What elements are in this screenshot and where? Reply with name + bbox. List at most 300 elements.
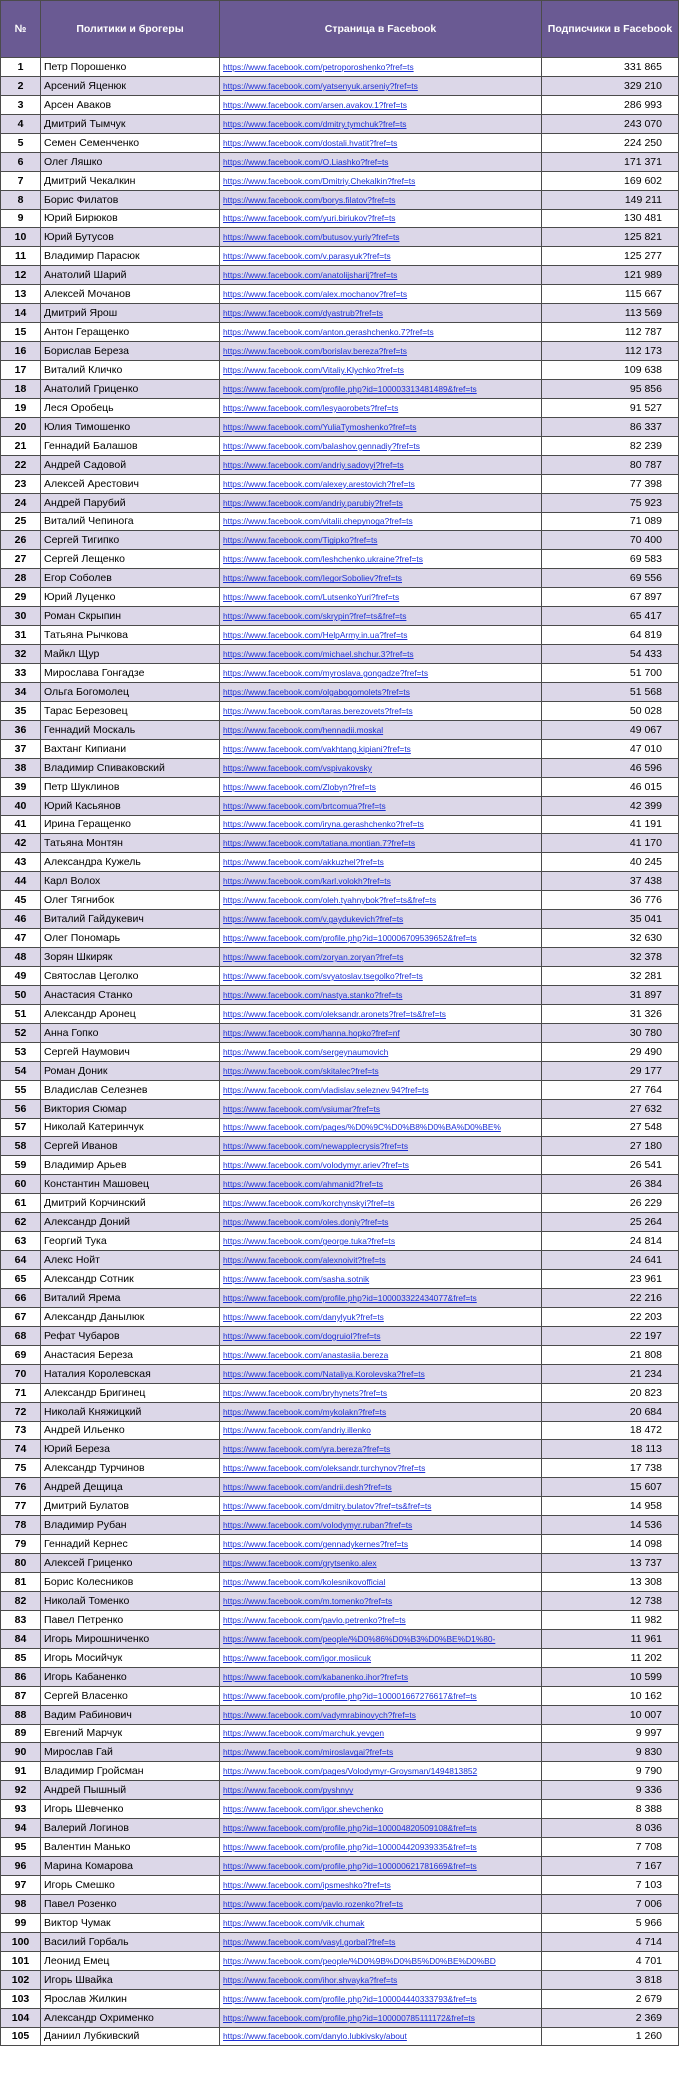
- row-number-cell[interactable]: 8: [1, 190, 41, 209]
- politician-name-cell[interactable]: Игорь Кабаненко: [41, 1667, 220, 1686]
- subscribers-cell[interactable]: 329 210: [542, 76, 679, 95]
- politician-name-cell[interactable]: Игорь Мирошниченко: [41, 1629, 220, 1648]
- facebook-page-cell[interactable]: [220, 720, 542, 739]
- row-number-cell[interactable]: 12: [1, 266, 41, 285]
- row-number-cell[interactable]: 67: [1, 1307, 41, 1326]
- politician-name-cell[interactable]: Виталий Гайдукевич: [41, 910, 220, 929]
- facebook-page-link[interactable]: https://www.facebook.com/oleh.tyahnybok?fref=ts&fref=ts: [223, 895, 437, 906]
- facebook-page-cell[interactable]: [220, 872, 542, 891]
- subscribers-cell[interactable]: 13 737: [542, 1554, 679, 1573]
- facebook-page-link[interactable]: https://www.facebook.com/vik.chumak: [223, 1917, 365, 1928]
- facebook-page-cell[interactable]: [220, 474, 542, 493]
- politician-name-cell[interactable]: Сергей Иванов: [41, 1137, 220, 1156]
- subscribers-cell[interactable]: 125 821: [542, 228, 679, 247]
- facebook-page-cell[interactable]: [220, 1402, 542, 1421]
- row-number-cell[interactable]: 73: [1, 1421, 41, 1440]
- politician-name-cell[interactable]: Борис Колесников: [41, 1573, 220, 1592]
- politician-name-cell[interactable]: Анастасия Береза: [41, 1345, 220, 1364]
- politician-name-cell[interactable]: Борис Филатов: [41, 190, 220, 209]
- facebook-page-link[interactable]: https://www.facebook.com/vasyl.gorbal?fref=ts: [223, 1936, 396, 1947]
- facebook-page-link[interactable]: https://www.facebook.com/vadymrabinovych?fref=ts: [223, 1709, 416, 1720]
- row-number-cell[interactable]: 92: [1, 1781, 41, 1800]
- facebook-page-cell[interactable]: [220, 323, 542, 342]
- subscribers-cell[interactable]: 15 607: [542, 1478, 679, 1497]
- facebook-page-cell[interactable]: [220, 777, 542, 796]
- politician-name-cell[interactable]: Андрей Ильенко: [41, 1421, 220, 1440]
- subscribers-cell[interactable]: 14 536: [542, 1516, 679, 1535]
- politician-name-cell[interactable]: Роман Скрыпин: [41, 607, 220, 626]
- subscribers-cell[interactable]: 26 384: [542, 1175, 679, 1194]
- politician-name-cell[interactable]: Игорь Швайка: [41, 1970, 220, 1989]
- politician-name-cell[interactable]: Алексей Арестович: [41, 474, 220, 493]
- politician-name-cell[interactable]: Олег Ляшко: [41, 152, 220, 171]
- row-number-cell[interactable]: 82: [1, 1591, 41, 1610]
- politician-name-cell[interactable]: Борислав Береза: [41, 342, 220, 361]
- facebook-page-cell[interactable]: [220, 1061, 542, 1080]
- row-number-cell[interactable]: 32: [1, 645, 41, 664]
- facebook-page-link[interactable]: https://www.facebook.com/Dmitriy.Chekalkin?fref=ts: [223, 175, 416, 186]
- facebook-page-cell[interactable]: [220, 304, 542, 323]
- subscribers-cell[interactable]: 115 667: [542, 285, 679, 304]
- facebook-page-link[interactable]: https://www.facebook.com/dyastrub?fref=ts: [223, 308, 383, 319]
- facebook-page-link[interactable]: https://www.facebook.com/karl.volokh?fref=ts: [223, 876, 391, 887]
- subscribers-cell[interactable]: 9 830: [542, 1743, 679, 1762]
- politician-name-cell[interactable]: Александр Аронец: [41, 1004, 220, 1023]
- subscribers-cell[interactable]: 29 490: [542, 1042, 679, 1061]
- row-number-cell[interactable]: 89: [1, 1724, 41, 1743]
- politician-name-cell[interactable]: Геннадий Москаль: [41, 720, 220, 739]
- row-number-cell[interactable]: 22: [1, 455, 41, 474]
- politician-name-cell[interactable]: Алексей Мочанов: [41, 285, 220, 304]
- facebook-page-cell[interactable]: [220, 1194, 542, 1213]
- subscribers-cell[interactable]: 11 961: [542, 1629, 679, 1648]
- subscribers-cell[interactable]: 9 336: [542, 1781, 679, 1800]
- facebook-page-cell[interactable]: [220, 1213, 542, 1232]
- facebook-page-link[interactable]: https://www.facebook.com/profile.php?id=100001667276617&fref=ts: [223, 1690, 477, 1701]
- facebook-page-link[interactable]: https://www.facebook.com/vakhtang.kipiani?fref=ts: [223, 743, 411, 754]
- facebook-page-cell[interactable]: [220, 512, 542, 531]
- row-number-cell[interactable]: 3: [1, 95, 41, 114]
- facebook-page-link[interactable]: https://www.facebook.com/Tigipko?fref=ts: [223, 535, 378, 546]
- subscribers-cell[interactable]: 286 993: [542, 95, 679, 114]
- subscribers-cell[interactable]: 24 814: [542, 1232, 679, 1251]
- facebook-page-cell[interactable]: [220, 1137, 542, 1156]
- subscribers-cell[interactable]: 14 098: [542, 1535, 679, 1554]
- facebook-page-link[interactable]: https://www.facebook.com/profile.php?id=100004820509108&fref=ts: [223, 1823, 477, 1834]
- politician-name-cell[interactable]: Валентин Манько: [41, 1838, 220, 1857]
- row-number-cell[interactable]: 59: [1, 1156, 41, 1175]
- politician-name-cell[interactable]: Олег Тягнибок: [41, 891, 220, 910]
- row-number-cell[interactable]: 77: [1, 1497, 41, 1516]
- facebook-page-cell[interactable]: [220, 209, 542, 228]
- politician-name-cell[interactable]: Геннадий Балашов: [41, 436, 220, 455]
- row-number-cell[interactable]: 104: [1, 2008, 41, 2027]
- facebook-page-cell[interactable]: [220, 379, 542, 398]
- politician-name-cell[interactable]: Виктор Чумак: [41, 1913, 220, 1932]
- facebook-page-cell[interactable]: [220, 1932, 542, 1951]
- subscribers-cell[interactable]: 11 982: [542, 1610, 679, 1629]
- politician-name-cell[interactable]: Владимир Гройсман: [41, 1762, 220, 1781]
- politician-name-cell[interactable]: Павел Розенко: [41, 1894, 220, 1913]
- subscribers-cell[interactable]: 37 438: [542, 872, 679, 891]
- subscribers-cell[interactable]: 24 641: [542, 1251, 679, 1270]
- facebook-page-link[interactable]: https://www.facebook.com/profile.php?id=100003322434077&fref=ts: [223, 1292, 477, 1303]
- subscribers-cell[interactable]: 18 113: [542, 1440, 679, 1459]
- politician-name-cell[interactable]: Юрий Касьянов: [41, 796, 220, 815]
- row-number-cell[interactable]: 60: [1, 1175, 41, 1194]
- facebook-page-link[interactable]: https://www.facebook.com/brtcomua?fref=ts: [223, 800, 386, 811]
- politician-name-cell[interactable]: Петр Порошенко: [41, 58, 220, 77]
- facebook-page-link[interactable]: https://www.facebook.com/balashov.gennadiy?fref=ts: [223, 440, 420, 451]
- politician-name-cell[interactable]: Вадим Рабинович: [41, 1705, 220, 1724]
- row-number-cell[interactable]: 43: [1, 853, 41, 872]
- subscribers-cell[interactable]: 50 028: [542, 701, 679, 720]
- subscribers-cell[interactable]: 27 632: [542, 1099, 679, 1118]
- facebook-page-cell[interactable]: [220, 1516, 542, 1535]
- facebook-page-cell[interactable]: [220, 95, 542, 114]
- row-number-cell[interactable]: 49: [1, 967, 41, 986]
- politician-name-cell[interactable]: Николай Катеринчук: [41, 1118, 220, 1137]
- row-number-cell[interactable]: 99: [1, 1913, 41, 1932]
- subscribers-cell[interactable]: 41 170: [542, 834, 679, 853]
- facebook-page-link[interactable]: https://www.facebook.com/Vitaliy.Klychko?fref=ts: [223, 364, 404, 375]
- subscribers-cell[interactable]: 91 527: [542, 398, 679, 417]
- subscribers-cell[interactable]: 77 398: [542, 474, 679, 493]
- row-number-cell[interactable]: 2: [1, 76, 41, 95]
- subscribers-cell[interactable]: 80 787: [542, 455, 679, 474]
- facebook-page-cell[interactable]: [220, 1307, 542, 1326]
- facebook-page-cell[interactable]: [220, 1762, 542, 1781]
- facebook-page-link[interactable]: https://www.facebook.com/Zlobyn?fref=ts: [223, 781, 376, 792]
- subscribers-cell[interactable]: 32 281: [542, 967, 679, 986]
- subscribers-cell[interactable]: 7 103: [542, 1876, 679, 1895]
- row-number-cell[interactable]: 101: [1, 1951, 41, 1970]
- subscribers-cell[interactable]: 21 808: [542, 1345, 679, 1364]
- subscribers-cell[interactable]: 27 548: [542, 1118, 679, 1137]
- facebook-page-link[interactable]: https://www.facebook.com/mykolakn?fref=ts: [223, 1406, 387, 1417]
- subscribers-cell[interactable]: 47 010: [542, 739, 679, 758]
- politician-name-cell[interactable]: Сергей Власенко: [41, 1686, 220, 1705]
- subscribers-cell[interactable]: 113 569: [542, 304, 679, 323]
- facebook-page-link[interactable]: https://www.facebook.com/leshchenko.ukraine?fref=ts: [223, 554, 423, 565]
- politician-name-cell[interactable]: Наталия Королевская: [41, 1364, 220, 1383]
- row-number-cell[interactable]: 24: [1, 493, 41, 512]
- facebook-page-link[interactable]: https://www.facebook.com/igor.shevchenko: [223, 1804, 384, 1815]
- row-number-cell[interactable]: 81: [1, 1573, 41, 1592]
- facebook-page-link[interactable]: https://www.facebook.com/pavlo.rozenko?fref=ts: [223, 1898, 403, 1909]
- politician-name-cell[interactable]: Святослав Цеголко: [41, 967, 220, 986]
- facebook-page-link[interactable]: https://www.facebook.com/v.gaydukevich?fref=ts: [223, 914, 404, 925]
- politician-name-cell[interactable]: Владимир Арьев: [41, 1156, 220, 1175]
- facebook-page-link[interactable]: https://www.facebook.com/skrypin?fref=ts&fref=ts: [223, 611, 407, 622]
- politician-name-cell[interactable]: Константин Машовец: [41, 1175, 220, 1194]
- facebook-page-link[interactable]: https://www.facebook.com/IegorSoboliev?fref=ts: [223, 573, 402, 584]
- facebook-page-cell[interactable]: [220, 2008, 542, 2027]
- subscribers-cell[interactable]: 29 177: [542, 1061, 679, 1080]
- facebook-page-link[interactable]: https://www.facebook.com/dogruiol?fref=ts: [223, 1330, 381, 1341]
- subscribers-cell[interactable]: 69 556: [542, 569, 679, 588]
- facebook-page-cell[interactable]: [220, 1383, 542, 1402]
- politician-name-cell[interactable]: Юрий Бирюков: [41, 209, 220, 228]
- politician-name-cell[interactable]: Ирина Геращенко: [41, 815, 220, 834]
- facebook-page-cell[interactable]: [220, 588, 542, 607]
- facebook-page-cell[interactable]: [220, 2027, 542, 2046]
- row-number-cell[interactable]: 64: [1, 1251, 41, 1270]
- politician-name-cell[interactable]: Дмитрий Булатов: [41, 1497, 220, 1516]
- facebook-page-link[interactable]: https://www.facebook.com/oles.doniy?fref=ts: [223, 1217, 389, 1228]
- subscribers-cell[interactable]: 112 173: [542, 342, 679, 361]
- row-number-cell[interactable]: 76: [1, 1478, 41, 1497]
- row-number-cell[interactable]: 83: [1, 1610, 41, 1629]
- row-number-cell[interactable]: 52: [1, 1023, 41, 1042]
- facebook-page-cell[interactable]: [220, 1913, 542, 1932]
- politician-name-cell[interactable]: Владимир Рубан: [41, 1516, 220, 1535]
- row-number-cell[interactable]: 86: [1, 1667, 41, 1686]
- facebook-page-cell[interactable]: [220, 948, 542, 967]
- row-number-cell[interactable]: 6: [1, 152, 41, 171]
- row-number-cell[interactable]: 39: [1, 777, 41, 796]
- facebook-page-link[interactable]: https://www.facebook.com/akkuzhel?fref=ts: [223, 857, 384, 868]
- row-number-cell[interactable]: 54: [1, 1061, 41, 1080]
- facebook-page-cell[interactable]: [220, 967, 542, 986]
- facebook-page-cell[interactable]: [220, 1099, 542, 1118]
- politician-name-cell[interactable]: Игорь Смешко: [41, 1876, 220, 1895]
- facebook-page-cell[interactable]: [220, 1440, 542, 1459]
- row-number-cell[interactable]: 80: [1, 1554, 41, 1573]
- facebook-page-link[interactable]: https://www.facebook.com/profile.php?id=100006709539652&fref=ts: [223, 933, 477, 944]
- politician-name-cell[interactable]: Антон Геращенко: [41, 323, 220, 342]
- facebook-page-cell[interactable]: [220, 1819, 542, 1838]
- politician-name-cell[interactable]: Владимир Парасюк: [41, 247, 220, 266]
- politician-name-cell[interactable]: Алекс Нойт: [41, 1251, 220, 1270]
- facebook-page-link[interactable]: https://www.facebook.com/yra.bereza?fref=ts: [223, 1444, 391, 1455]
- facebook-page-cell[interactable]: [220, 1326, 542, 1345]
- facebook-page-cell[interactable]: [220, 1364, 542, 1383]
- facebook-page-link[interactable]: https://www.facebook.com/sergeynaumovich: [223, 1046, 389, 1057]
- facebook-page-link[interactable]: https://www.facebook.com/andriy.parubiy?fref=ts: [223, 497, 403, 508]
- politician-name-cell[interactable]: Дмитрий Ярош: [41, 304, 220, 323]
- politician-name-cell[interactable]: Алексей Гриценко: [41, 1554, 220, 1573]
- facebook-page-cell[interactable]: [220, 815, 542, 834]
- subscribers-cell[interactable]: 12 738: [542, 1591, 679, 1610]
- facebook-page-link[interactable]: https://www.facebook.com/tatiana.montian.7?fref=ts: [223, 838, 416, 849]
- facebook-page-link[interactable]: https://www.facebook.com/igor.mosiicuk: [223, 1652, 372, 1663]
- facebook-page-cell[interactable]: [220, 929, 542, 948]
- row-number-cell[interactable]: 10: [1, 228, 41, 247]
- subscribers-cell[interactable]: 121 989: [542, 266, 679, 285]
- facebook-page-cell[interactable]: [220, 1042, 542, 1061]
- subscribers-cell[interactable]: 64 819: [542, 626, 679, 645]
- subscribers-cell[interactable]: 41 191: [542, 815, 679, 834]
- facebook-page-link[interactable]: https://www.facebook.com/svyatoslav.tsegolko?fref=ts: [223, 970, 423, 981]
- facebook-page-link[interactable]: https://www.facebook.com/danylyuk?fref=ts: [223, 1311, 384, 1322]
- politician-name-cell[interactable]: Дмитрий Корчинский: [41, 1194, 220, 1213]
- row-number-cell[interactable]: 105: [1, 2027, 41, 2046]
- row-number-cell[interactable]: 1: [1, 58, 41, 77]
- facebook-page-link[interactable]: https://www.facebook.com/dmitry.tymchuk?fref=ts: [223, 118, 407, 129]
- facebook-page-cell[interactable]: [220, 398, 542, 417]
- politician-name-cell[interactable]: Ольга Богомолец: [41, 682, 220, 701]
- row-number-cell[interactable]: 35: [1, 701, 41, 720]
- facebook-page-cell[interactable]: [220, 1497, 542, 1516]
- facebook-page-cell[interactable]: [220, 1743, 542, 1762]
- facebook-page-link[interactable]: https://www.facebook.com/nastya.stanko?fref=ts: [223, 989, 403, 1000]
- row-number-cell[interactable]: 13: [1, 285, 41, 304]
- subscribers-cell[interactable]: 9 997: [542, 1724, 679, 1743]
- subscribers-cell[interactable]: 20 823: [542, 1383, 679, 1402]
- facebook-page-cell[interactable]: [220, 891, 542, 910]
- subscribers-cell[interactable]: 40 245: [542, 853, 679, 872]
- politician-name-cell[interactable]: Павел Петренко: [41, 1610, 220, 1629]
- subscribers-cell[interactable]: 11 202: [542, 1648, 679, 1667]
- facebook-page-link[interactable]: https://www.facebook.com/ihor.shvayka?fref=ts: [223, 1974, 398, 1985]
- subscribers-cell[interactable]: 36 776: [542, 891, 679, 910]
- row-number-cell[interactable]: 58: [1, 1137, 41, 1156]
- facebook-page-link[interactable]: https://www.facebook.com/grytsenko.alex: [223, 1558, 377, 1569]
- row-number-cell[interactable]: 65: [1, 1270, 41, 1289]
- facebook-page-cell[interactable]: [220, 436, 542, 455]
- row-number-cell[interactable]: 33: [1, 664, 41, 683]
- subscribers-cell[interactable]: 27 180: [542, 1137, 679, 1156]
- politician-name-cell[interactable]: Юлия Тимошенко: [41, 417, 220, 436]
- politician-name-cell[interactable]: Александра Кужель: [41, 853, 220, 872]
- politician-name-cell[interactable]: Евгений Марчук: [41, 1724, 220, 1743]
- row-number-cell[interactable]: 19: [1, 398, 41, 417]
- row-number-cell[interactable]: 102: [1, 1970, 41, 1989]
- politician-name-cell[interactable]: Мирослава Гонгадзе: [41, 664, 220, 683]
- facebook-page-link[interactable]: https://www.facebook.com/volodymyr.ariev?fref=ts: [223, 1160, 409, 1171]
- subscribers-cell[interactable]: 4 714: [542, 1932, 679, 1951]
- row-number-cell[interactable]: 100: [1, 1932, 41, 1951]
- facebook-page-link[interactable]: https://www.facebook.com/butusov.yuriy?fref=ts: [223, 232, 400, 243]
- facebook-page-link[interactable]: https://www.facebook.com/petroporoshenko?fref=ts: [223, 61, 414, 72]
- politician-name-cell[interactable]: Леонид Емец: [41, 1951, 220, 1970]
- row-number-cell[interactable]: 29: [1, 588, 41, 607]
- subscribers-cell[interactable]: 69 583: [542, 550, 679, 569]
- subscribers-cell[interactable]: 10 162: [542, 1686, 679, 1705]
- politician-name-cell[interactable]: Арсений Яценюк: [41, 76, 220, 95]
- facebook-page-cell[interactable]: [220, 171, 542, 190]
- facebook-page-link[interactable]: https://www.facebook.com/alexnoivit?fref=ts: [223, 1255, 386, 1266]
- facebook-page-cell[interactable]: [220, 1591, 542, 1610]
- subscribers-cell[interactable]: 7 167: [542, 1857, 679, 1876]
- facebook-page-cell[interactable]: [220, 701, 542, 720]
- facebook-page-link[interactable]: https://www.facebook.com/yatsenyuk.arseniy?fref=ts: [223, 80, 418, 91]
- subscribers-cell[interactable]: 8 388: [542, 1800, 679, 1819]
- facebook-page-cell[interactable]: [220, 1951, 542, 1970]
- facebook-page-link[interactable]: https://www.facebook.com/korchynskyi?fref=ts: [223, 1198, 395, 1209]
- row-number-cell[interactable]: 95: [1, 1838, 41, 1857]
- row-number-cell[interactable]: 9: [1, 209, 41, 228]
- politician-name-cell[interactable]: Олег Пономарь: [41, 929, 220, 948]
- subscribers-cell[interactable]: 32 630: [542, 929, 679, 948]
- facebook-page-cell[interactable]: [220, 1080, 542, 1099]
- facebook-page-link[interactable]: https://www.facebook.com/O.Liashko?fref=ts: [223, 156, 389, 167]
- facebook-page-link[interactable]: https://www.facebook.com/george.tuka?fref=ts: [223, 1236, 396, 1247]
- row-number-cell[interactable]: 11: [1, 247, 41, 266]
- facebook-page-cell[interactable]: [220, 1175, 542, 1194]
- facebook-page-cell[interactable]: [220, 361, 542, 380]
- facebook-page-cell[interactable]: [220, 152, 542, 171]
- row-number-cell[interactable]: 61: [1, 1194, 41, 1213]
- facebook-page-link[interactable]: https://www.facebook.com/olgabogomolets?fref=ts: [223, 686, 410, 697]
- facebook-page-link[interactable]: https://www.facebook.com/ipsmeshko?fref=ts: [223, 1879, 391, 1890]
- row-number-cell[interactable]: 94: [1, 1819, 41, 1838]
- row-number-cell[interactable]: 20: [1, 417, 41, 436]
- subscribers-cell[interactable]: 51 700: [542, 664, 679, 683]
- facebook-page-cell[interactable]: [220, 493, 542, 512]
- row-number-cell[interactable]: 68: [1, 1326, 41, 1345]
- facebook-page-cell[interactable]: [220, 1459, 542, 1478]
- politician-name-cell[interactable]: Егор Соболев: [41, 569, 220, 588]
- politician-name-cell[interactable]: Анастасия Станко: [41, 985, 220, 1004]
- politician-name-cell[interactable]: Николай Томенко: [41, 1591, 220, 1610]
- row-number-cell[interactable]: 34: [1, 682, 41, 701]
- politician-name-cell[interactable]: Зорян Шкиряк: [41, 948, 220, 967]
- subscribers-cell[interactable]: 42 399: [542, 796, 679, 815]
- facebook-page-cell[interactable]: [220, 247, 542, 266]
- subscribers-cell[interactable]: 109 638: [542, 361, 679, 380]
- facebook-page-link[interactable]: https://www.facebook.com/profile.php?id=100003313481489&fref=ts: [223, 383, 477, 394]
- politician-name-cell[interactable]: Александр Данылюк: [41, 1307, 220, 1326]
- facebook-page-cell[interactable]: [220, 1686, 542, 1705]
- facebook-page-cell[interactable]: [220, 1857, 542, 1876]
- subscribers-cell[interactable]: 1 260: [542, 2027, 679, 2046]
- facebook-page-cell[interactable]: [220, 739, 542, 758]
- row-number-cell[interactable]: 57: [1, 1118, 41, 1137]
- row-number-cell[interactable]: 85: [1, 1648, 41, 1667]
- facebook-page-cell[interactable]: [220, 1156, 542, 1175]
- facebook-page-link[interactable]: https://www.facebook.com/vitalii.chepynoga?fref=ts: [223, 516, 413, 527]
- facebook-page-link[interactable]: https://www.facebook.com/oleksandr.turchynov?fref=ts: [223, 1463, 426, 1474]
- column-header-subscribers[interactable]: Подписчики в Facebook: [542, 1, 679, 58]
- subscribers-cell[interactable]: 21 234: [542, 1364, 679, 1383]
- row-number-cell[interactable]: 79: [1, 1535, 41, 1554]
- politician-name-cell[interactable]: Виталий Кличко: [41, 361, 220, 380]
- row-number-cell[interactable]: 96: [1, 1857, 41, 1876]
- politician-name-cell[interactable]: Александр Доний: [41, 1213, 220, 1232]
- facebook-page-cell[interactable]: [220, 569, 542, 588]
- subscribers-cell[interactable]: 46 596: [542, 758, 679, 777]
- facebook-page-link[interactable]: https://www.facebook.com/arsen.avakov.1?fref=ts: [223, 99, 407, 110]
- facebook-page-cell[interactable]: [220, 645, 542, 664]
- row-number-cell[interactable]: 5: [1, 133, 41, 152]
- politician-name-cell[interactable]: Анатолий Шарий: [41, 266, 220, 285]
- subscribers-cell[interactable]: 169 602: [542, 171, 679, 190]
- row-number-cell[interactable]: 87: [1, 1686, 41, 1705]
- facebook-page-cell[interactable]: [220, 1004, 542, 1023]
- row-number-cell[interactable]: 16: [1, 342, 41, 361]
- row-number-cell[interactable]: 78: [1, 1516, 41, 1535]
- facebook-page-cell[interactable]: [220, 1610, 542, 1629]
- politician-name-cell[interactable]: Роман Доник: [41, 1061, 220, 1080]
- column-header-page[interactable]: Страница в Facebook: [220, 1, 542, 58]
- facebook-page-cell[interactable]: [220, 1270, 542, 1289]
- facebook-page-link[interactable]: https://www.facebook.com/miroslavgai?fref=ts: [223, 1747, 394, 1758]
- subscribers-cell[interactable]: 8 036: [542, 1819, 679, 1838]
- row-number-cell[interactable]: 17: [1, 361, 41, 380]
- politician-name-cell[interactable]: Андрей Парубий: [41, 493, 220, 512]
- facebook-page-link[interactable]: https://www.facebook.com/andriy.illenko: [223, 1425, 371, 1436]
- row-number-cell[interactable]: 40: [1, 796, 41, 815]
- facebook-page-link[interactable]: https://www.facebook.com/iryna.gerashchenko?fref=ts: [223, 819, 424, 830]
- facebook-page-link[interactable]: https://www.facebook.com/dostali.hvatit?fref=ts: [223, 137, 398, 148]
- column-header-num[interactable]: №: [1, 1, 41, 58]
- politician-name-cell[interactable]: Юрий Луценко: [41, 588, 220, 607]
- facebook-page-link[interactable]: https://www.facebook.com/pavlo.petrenko?fref=ts: [223, 1614, 406, 1625]
- facebook-page-link[interactable]: https://www.facebook.com/danylo.lubkivsky/about: [223, 2031, 407, 2042]
- facebook-page-link[interactable]: https://www.facebook.com/andriy.sadovyi?fref=ts: [223, 459, 404, 470]
